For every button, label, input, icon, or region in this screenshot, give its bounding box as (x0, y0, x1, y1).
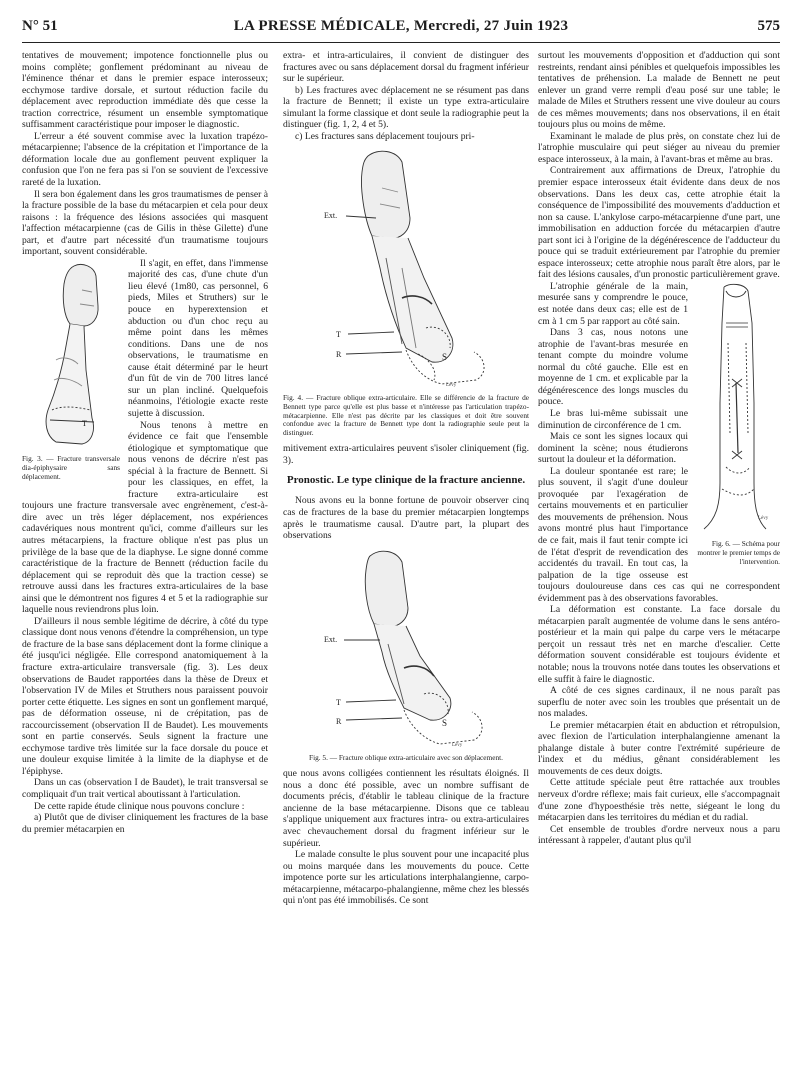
figure-4-signature: Lévy (446, 383, 457, 389)
figure-5-label-ext: Ext. (324, 634, 338, 644)
column-1 (22, 50, 268, 835)
column-3 (538, 50, 780, 847)
paragraph: que nous avons colligées contiennent les résultats éloignés. Il nous a donc été possible, avec un nombre suffisant de documents précis, d'établir le tableau clinique de la fracture ancienne de la base métacarpienne. Disons que ce tableau s'applique uniquement aux fractures intra- ou extra-articulaires avec chevauchement dorsal du fragment inférieur sur le supérieur. (283, 768, 529, 849)
paragraph: Le premier métacarpien était en abduction et rétropulsion, avec flexion de l'articulation interphalangienne amenant la phalange distale à buter contre l'extrémité supérieure de l'index et du médius, gênant considérablement les mouvements de ces deux doigts. (538, 719, 780, 777)
paragraph: extra- et intra-articulaires, il convient de distinguer des fractures avec ou sans déplacement dorsal du fragment inférieur sur le supérieur. (283, 50, 529, 85)
paragraph: De cette rapide étude clinique nous pouvons conclure : (34, 800, 245, 812)
paragraph: Examinant le malade de plus près, on constate chez lui de l'atrophie musculaire qui peut siéger au niveau du premier espace interosseux, à la main, à l'avant-bras et même au bras. (538, 130, 780, 165)
paragraph: Mais ce sont les signes locaux qui dominent la scène; nous étudierons surtout la douleur et la déformation. (538, 431, 688, 466)
section-heading-pronostic: Pronostic. Le type clinique de la fracture ancienne. (286, 474, 526, 487)
paragraph: tentatives de mouvement; impotence fonctionnelle plus ou moins complète; gonflement prédominant au niveau de l'éminence thénar et dans le premier espace interosseux; ecchymose tardive dorsale, et surtout réduction facile du déplacement avec reproduction immédiate dès que cesse la traction correctrice, résument un ensemble symptomatique suffisamment caractéristique pour imposer le diagnostic. (22, 50, 268, 131)
paragraph: Cette attitude spéciale peut être rattachée aux troubles nerveux d'ordre réflexe; mais fait curieux, elle s'accompagnait d'une zone d'hypoesthésie très nette, siégeant le long du métacarpien dans les territoires du médian et du radial. (538, 777, 780, 824)
figure-3-illustration (22, 260, 120, 450)
figure-4-caption: Fig. 4. — Fracture oblique extra-articulaire. Elle se différencie de la fracture de Bennett type parce qu'elle est plus basse et n'intéresse pas l'articulation trapézo-métacarpienne. Elle n'est pas décrite par les classiques et doit être souvent confondue avec la fracture de Bennett type dont la radiographie seule peut la distinguer. (283, 393, 529, 437)
figure-3 (22, 260, 120, 487)
paragraph: D'ailleurs il nous semble légitime de décrire, à côté du type classique dont nous venons d'étendre la compréhension, un type de fracture de la base sans déplacement dont la forme clinique a été jusqu'ici négligée. Elle correspond anatomiquement à la fracture extra-articulaire transversale (fig. 3). Les deux observations de Baudet rapportées dans la thèse de Dreux et l'observation IV de Miles et Struthers nous paraissent pouvoir porter cette étiquette. Les signes en sont un gonflement marqué, pas de déformation osseuse, ni de crépitation, pas de raccourcissement (observation II de Baudet). Les mouvements sont en partie conservés. Seuls signent la fracture une ecchymose tardive très limitée sur la face dorsale du pouce et une douleur exquise limitée à la limite de la diaphyse et de l'épiphyse. (22, 615, 268, 777)
paragraph: a) Plutôt que de diviser cliniquement les fractures de la base du premier métacarpien en (22, 812, 268, 835)
paragraph: c) Les fractures sans déplacement toujours pri- (295, 130, 475, 142)
figure-5-label-s: S (442, 717, 448, 728)
issue-number: N° 51 (22, 18, 58, 34)
paragraph: mitivement extra-articulaires peuvent s'isoler cliniquement (fig. 3). (283, 443, 529, 466)
figure-5-label-t: T (336, 697, 341, 707)
paragraph: A côté de ces signes cardinaux, il ne nous paraît pas superflu de noter avec soin les troubles que présentait un de nos malades. (538, 685, 780, 720)
figure-6-signature: Lévy (758, 515, 769, 521)
paragraph: Cet ensemble de troubles d'ordre nerveux nous a paru intéressant à rappeler, d'autant plus qu'il (538, 823, 780, 847)
paragraph: b) Les fractures avec déplacement ne se résument pas dans la fracture de Bennett; il existe un type extra-articulaire simulant la forme classique et dont seule la radiographie peut la distinguer (fig. 1, 2, 4 et 5). (283, 84, 529, 131)
paragraph: Le malade consulte le plus souvent pour une incapacité plus ou moins marquée dans les mouvements du pouce. Cette impotence porte sur les articulations interphalangienne, carpo-métacarpienne, métacarpo-phalangienne, même chez les blessés qui n'ont pas été immobilisés. Ce sont (283, 849, 529, 907)
paragraph: surtout les mouvements d'opposition et d'adduction qui sont restreints, rendant ainsi pénibles et quelquefois impossibles les tentatives de préhension. La malade de Bennett ne peut enlever un grand verre rempli d'eau posé sur une table; le malade de Miles et Struthers ressent une vive douleur au cours de ces mêmes mouvements; dans nos observations, il en était toujours plus ou moins de même. (538, 50, 780, 131)
figure-3-label-t: T (82, 418, 87, 428)
paragraph: L'erreur a été souvent commise avec la luxation trapézo-métacarpienne; l'absence de la crépitation et l'importance de la déformation locale due au gonflement peuvent expliquer la confusion que l'on ne fera pas si l'on se souvient de l'excessive rareté de la luxation. (22, 130, 268, 189)
figure-6-caption: Fig. 6. — Schéma pour montrer le premier temps de l'intervention. (697, 539, 780, 566)
paragraph: Dans 3 cas, nous notons une atrophie de l'avant-bras mesurée en tenant compte du moindre volume normal du côté gauche. Elle est en moyenne de 1 cm. et explicable par la dégénérescence des longs muscles du pouce. (538, 327, 688, 408)
paragraph: La douleur spontanée est rare; le plus souvent, il s'agit d'une douleur provoquée par l'exagération de certains mouvements et en particulier des mouvements de préhension. Nous avons montré plus haut l'importance de ce fait, mais il faut tenir compte ici de l'état d'esprit de revendication des accidentés du travail. En tout cas, la palpation de la tige osseuse est toujours douloureuse dans ces cas qui ne correspondent évidemment pas à des observations favorables. (538, 465, 780, 604)
figure-5-label-r: R (336, 716, 342, 726)
paragraph: L'atrophie générale de la main, mesurée sans y comprendre le pouce, est notée dans deux cas; elle est de 1 cm à 1 cm 5 par rapport au côté sain. (538, 280, 688, 327)
figure-4-label-r: R (336, 350, 342, 360)
figure-6-illustration (696, 283, 780, 535)
paragraph: La déformation est constante. La face dorsale du métacarpien paraît augmentée de volume dans le sens antéro-postérieur et la main qui palpe du carpe vers le métacarpe perçoit un ressaut très net en marche d'escalier. Cette déformation souvent considérable est toujours évidente et notable; nous la trouvons notée dans toutes les observations et elle suffit à faire le diagnostic. (538, 604, 780, 685)
page-header (22, 18, 780, 40)
figure-4-label-ext: Ext. (324, 211, 338, 221)
paragraph: Contrairement aux affirmations de Dreux, l'atrophie du premier espace interosseux était évidente dans deux de nos observations. Dans les deux cas, cette atrophie était la conséquence de l'impossibilité des mouvements d'adduction et non sa cause. L'ankylose carpo-métacarpienne d'une part, une immobilisation en adduction forcée du métacarpien d'autre part sont ici à l'origine de la dégénérescence de l'adducteur du pouce qui se traduit extérieurement par l'atrophie du premier espace interosseux; cette atrophie nous paraît être alors, par le fait des lésions causales, d'un pronostic particulièrement grave. (538, 165, 780, 281)
figure-5-caption: Fig. 5. — Fracture oblique extra-articulaire avec son déplacement. (309, 752, 503, 762)
paragraph: Nous tenons à mettre en évidence ce fait que l'ensemble étiologique et symptomatique que nous venons de décrire n'est pas spécial à la fracture de Bennett. Si pour les classiques, en effet, la fracture extra-articulaire est toujours une fracture transversale avec engrènement, c'est-à-dire avec un très léger déplacement, nos expériences cadavériques nous montrent qu'ici, comme d'ailleurs sur les autres métacarpiens, la fracture oblique n'est pas plus un privilège de la base que de la diaphyse. Le signe donné comme caractéristique de la fracture de Bennett (réduction facile du déplacement qui se reproduit dès que la traction cesse) se retrouve aussi dans les fractures extra-articulaires de la base ainsi que le démontrent nos figures 4 et 5 et la radiographie sur laquelle nous reviendrons plus loin. (22, 419, 268, 616)
figure-6 (696, 283, 780, 572)
page-number: 575 (757, 18, 780, 34)
paragraph: Dans un cas (observation I de Baudet), le trait transversal se compliquait d'un trait vertical aboutissant à l'articulation. (22, 777, 268, 800)
figure-4-illustration (306, 148, 506, 388)
figure-5-signature: Lévy (452, 742, 463, 748)
journal-title: LA PRESSE MÉDICALE, Mercredi, 27 Juin 1923 (233, 18, 569, 34)
paragraph: Nous avons eu la bonne fortune de pouvoir observer cinq cas de fractures de la base du premier métacarpien longtemps après le traumatisme causal. D'autre part, la plupart des observations (283, 495, 529, 542)
paragraph: Il sera bon également dans les gros traumatismes de penser à la fracture possible de la base du métacarpien et cela pour deux raisons : la fréquence des lésions associées qui masquent l'affection métacarpienne (cas de Gilis in thèse Gilette) d'une part, et d'autre part nécessité d'un traumatisme toujours important, souvent considérable. (22, 188, 268, 258)
paragraph: Le bras lui-même subissait une diminution de circonférence de 1 cm. (538, 407, 688, 431)
figure-4-label-s: S (442, 352, 448, 363)
figure-4-label-t: T (336, 330, 341, 340)
paragraph: Il s'agit, en effet, dans l'immense majorité des cas, d'une chute d'un lieu élevé (1m80, cas personnel, 6 pieds, Miles et Struthers) sur le pouce en hyperextension et abduction ou d'un choc reçu au même point dans les mêmes conditions. Dans une de nos observations, le traumatisme en cause était déterminé par le heurt d'un fût de vin de 700 litres lancé sur un plan incliné. Quelquefois néanmoins, l'étiologie exacte reste sujette à discussion. (128, 257, 268, 419)
column-2 (283, 50, 529, 907)
header-rule (22, 42, 780, 43)
figure-3-caption: Fig. 3. — Fracture transversale dia-épiphysaire sans déplacement. (22, 454, 120, 481)
figure-5-illustration (306, 548, 506, 748)
